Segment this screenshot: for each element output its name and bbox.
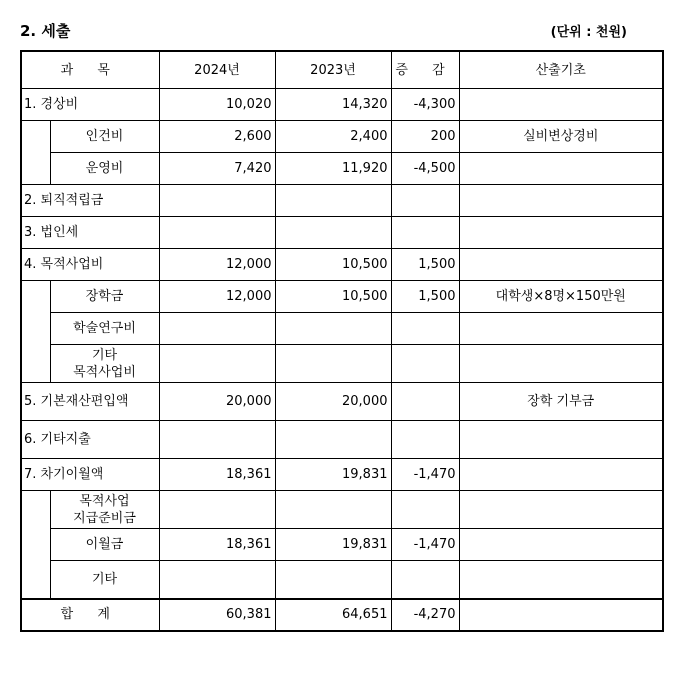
- row-label: 2. 퇴직적립금: [21, 185, 159, 217]
- cell-2023: 20,000: [275, 383, 391, 421]
- cell-2024: [159, 345, 275, 383]
- row-label: [50, 491, 159, 529]
- cell-diff: [391, 313, 459, 345]
- table-row: [21, 89, 663, 121]
- cell-diff: -4,500: [391, 153, 459, 185]
- cell-2023: 10,500: [275, 281, 391, 313]
- cell-diff: -1,470: [391, 459, 459, 491]
- section-title: 2. 세출: [20, 22, 71, 40]
- cell-2024: [159, 217, 275, 249]
- table-row: [21, 383, 663, 421]
- indent-cell: [21, 281, 50, 383]
- total-diff: -4,270: [391, 599, 459, 631]
- table-row: [21, 217, 663, 249]
- cell-basis: [459, 185, 663, 217]
- cell-2024: 2,600: [159, 121, 275, 153]
- cell-2023: 10,500: [275, 249, 391, 281]
- table-header-row: [21, 51, 663, 89]
- row-label-line2: 지급준비금: [73, 510, 136, 526]
- unit-note: (단위 : 천원): [550, 25, 627, 40]
- cell-diff: [391, 561, 459, 599]
- table-row: [21, 121, 663, 153]
- cell-diff: [391, 421, 459, 459]
- total-row: [21, 599, 663, 631]
- cell-2023: [275, 345, 391, 383]
- cell-diff: [391, 491, 459, 529]
- cell-2024: 12,000: [159, 281, 275, 313]
- cell-basis: 실비변상경비: [459, 121, 663, 153]
- budget-table: [20, 50, 664, 632]
- table-row: [21, 153, 663, 185]
- cell-2023: [275, 313, 391, 345]
- cell-diff: 200: [391, 121, 459, 153]
- cell-basis: [459, 249, 663, 281]
- row-label: 인건비: [50, 121, 159, 153]
- cell-2023: [275, 561, 391, 599]
- cell-2024: 7,420: [159, 153, 275, 185]
- row-label: [50, 345, 159, 383]
- row-label-line1: 기타: [91, 347, 118, 363]
- cell-basis: [459, 529, 663, 561]
- cell-2024: [159, 561, 275, 599]
- total-2023: 64,651: [275, 599, 391, 631]
- table-row: [21, 459, 663, 491]
- cell-2024: 10,020: [159, 89, 275, 121]
- row-label-line1: 목적사업: [79, 493, 130, 509]
- cell-basis: [459, 459, 663, 491]
- total-basis: [459, 599, 663, 631]
- cell-diff: -1,470: [391, 529, 459, 561]
- table-row: [21, 281, 663, 313]
- table-row: [21, 421, 663, 459]
- cell-2023: 19,831: [275, 459, 391, 491]
- row-label: 3. 법인세: [21, 217, 159, 249]
- row-label: 이월금: [50, 529, 159, 561]
- row-label: 운영비: [50, 153, 159, 185]
- cell-basis: [459, 561, 663, 599]
- cell-basis: [459, 345, 663, 383]
- cell-basis: [459, 421, 663, 459]
- cell-2023: 14,320: [275, 89, 391, 121]
- cell-2023: 11,920: [275, 153, 391, 185]
- cell-diff: -4,300: [391, 89, 459, 121]
- cell-2023: [275, 217, 391, 249]
- row-label: 7. 차기이월액: [21, 459, 159, 491]
- cell-basis: [459, 313, 663, 345]
- cell-diff: 1,500: [391, 281, 459, 313]
- table-row: [21, 249, 663, 281]
- row-label-line2: 목적사업비: [73, 364, 136, 380]
- row-label: 4. 목적사업비: [21, 249, 159, 281]
- cell-basis: 장학 기부금: [459, 383, 663, 421]
- cell-2023: 19,831: [275, 529, 391, 561]
- row-label: 5. 기본재산편입액: [21, 383, 159, 421]
- indent-cell: [21, 121, 50, 185]
- cell-basis: 대학생×8명×150만원: [459, 281, 663, 313]
- total-2024: 60,381: [159, 599, 275, 631]
- header-2023: 2023년: [275, 51, 391, 89]
- table-row: [21, 561, 663, 599]
- cell-diff: [391, 383, 459, 421]
- cell-diff: 1,500: [391, 249, 459, 281]
- cell-basis: [459, 217, 663, 249]
- cell-basis: [459, 89, 663, 121]
- row-label: 학술연구비: [50, 313, 159, 345]
- cell-2024: 20,000: [159, 383, 275, 421]
- cell-2024: 18,361: [159, 459, 275, 491]
- cell-2024: 12,000: [159, 249, 275, 281]
- cell-2024: [159, 421, 275, 459]
- header-item: 과 목: [21, 51, 159, 89]
- cell-diff: [391, 345, 459, 383]
- cell-basis: [459, 491, 663, 529]
- cell-2024: [159, 313, 275, 345]
- row-label: 6. 기타지출: [21, 421, 159, 459]
- cell-diff: [391, 185, 459, 217]
- cell-basis: [459, 153, 663, 185]
- cell-2023: [275, 421, 391, 459]
- indent-cell: [21, 491, 50, 599]
- header-2024: 2024년: [159, 51, 275, 89]
- table-row: [21, 529, 663, 561]
- table-row: [21, 491, 663, 529]
- header-diff: 증 감: [391, 51, 459, 89]
- table-row: [21, 345, 663, 383]
- row-label: 기타: [50, 561, 159, 599]
- cell-diff: [391, 217, 459, 249]
- cell-2023: [275, 491, 391, 529]
- total-label: 합 계: [21, 599, 159, 631]
- cell-2024: [159, 491, 275, 529]
- header-basis: 산출기초: [459, 51, 663, 89]
- row-label: 장학금: [50, 281, 159, 313]
- table-row: [21, 313, 663, 345]
- cell-2023: 2,400: [275, 121, 391, 153]
- cell-2023: [275, 185, 391, 217]
- row-label: 1. 경상비: [21, 89, 159, 121]
- table-row: [21, 185, 663, 217]
- cell-2024: 18,361: [159, 529, 275, 561]
- cell-2024: [159, 185, 275, 217]
